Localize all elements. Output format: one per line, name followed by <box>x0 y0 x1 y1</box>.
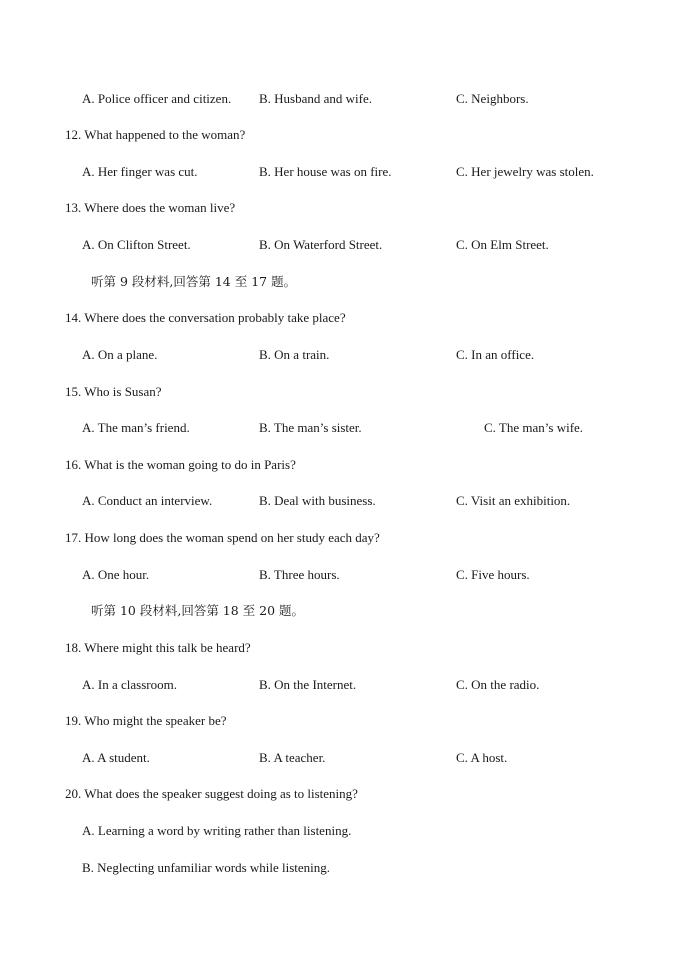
q15-option-b: B. The man’s sister. <box>259 420 362 435</box>
q20-option-a-line <box>0 822 688 840</box>
q15-question <box>0 383 688 401</box>
section-10-heading <box>0 602 688 620</box>
q12-option-a: A. Her finger was cut. <box>82 164 198 179</box>
q17-option-b: B. Three hours. <box>259 567 340 582</box>
q14-option-c: C. In an office. <box>456 347 535 362</box>
question-text: 17. How long does the woman spend on her study each day? <box>65 530 380 545</box>
question-text: 18. Where might this talk be heard? <box>65 640 251 655</box>
q16-option-a: A. Conduct an interview. <box>82 493 213 508</box>
question-text: 16. What is the woman going to do in Paris? <box>65 457 296 472</box>
q20-question <box>0 785 688 803</box>
question-text: 12. What happened to the woman? <box>65 127 246 142</box>
q13-option-a: A. On Clifton Street. <box>82 237 191 252</box>
question-text: 19. Who might the speaker be? <box>65 713 227 728</box>
q14-option-b: B. On a train. <box>259 347 330 362</box>
q19-options <box>0 749 688 767</box>
q14-options <box>0 346 688 364</box>
question-text: 20. What does the speaker suggest doing as to listening? <box>65 786 358 801</box>
q16-options <box>0 492 688 510</box>
q20-option-a: A. Learning a word by writing rather than listening. <box>82 823 352 838</box>
q18-option-c: C. On the radio. <box>456 677 540 692</box>
q14-question <box>0 309 688 327</box>
q17-option-a: A. One hour. <box>82 567 150 582</box>
q16-option-b: B. Deal with business. <box>259 493 376 508</box>
q12-option-b: B. Her house was on fire. <box>259 164 392 179</box>
q12-options <box>0 163 688 181</box>
q18-options <box>0 676 688 694</box>
q14-option-a: A. On a plane. <box>82 347 158 362</box>
q15-option-c: C. The man’s wife. <box>484 420 584 435</box>
q20-option-b: B. Neglecting unfamiliar words while listening. <box>82 860 331 875</box>
q13-option-b: B. On Waterford Street. <box>259 237 383 252</box>
q17-option-c: C. Five hours. <box>456 567 530 582</box>
q19-option-b: B. A teacher. <box>259 750 326 765</box>
q16-option-c: C. Visit an exhibition. <box>456 493 571 508</box>
q17-options <box>0 566 688 584</box>
q13-options <box>0 236 688 254</box>
q12-option-c: C. Her jewelry was stolen. <box>456 164 594 179</box>
q18-question <box>0 639 688 657</box>
q13-option-c: C. On Elm Street. <box>456 237 549 252</box>
question-text: 13. Where does the woman live? <box>65 200 236 215</box>
q18-option-a: A. In a classroom. <box>82 677 177 692</box>
q11-option-c: C. Neighbors. <box>456 91 529 106</box>
q18-option-b: B. On the Internet. <box>259 677 357 692</box>
q19-option-a: A. A student. <box>82 750 150 765</box>
q20-option-b-line <box>0 859 688 877</box>
q11-option-b: B. Husband and wife. <box>259 91 373 106</box>
q11-options <box>0 90 688 108</box>
question-text: 15. Who is Susan? <box>65 384 162 399</box>
q12-question <box>0 126 688 144</box>
q19-question <box>0 712 688 730</box>
q15-options <box>0 419 688 437</box>
q16-question <box>0 456 688 474</box>
q19-option-c: C. A host. <box>456 750 508 765</box>
question-text: 14. Where does the conversation probably take place? <box>65 310 346 325</box>
q13-question <box>0 199 688 217</box>
q11-option-a: A. Police officer and citizen. <box>82 91 232 106</box>
q15-option-a: A. The man’s friend. <box>82 420 190 435</box>
section-instruction: 听第 10 段材料,回答第 18 至 20 题。 <box>91 603 305 618</box>
section-instruction: 听第 9 段材料,回答第 14 至 17 题。 <box>91 274 297 289</box>
section-9-heading <box>0 273 688 291</box>
q17-question <box>0 529 688 547</box>
